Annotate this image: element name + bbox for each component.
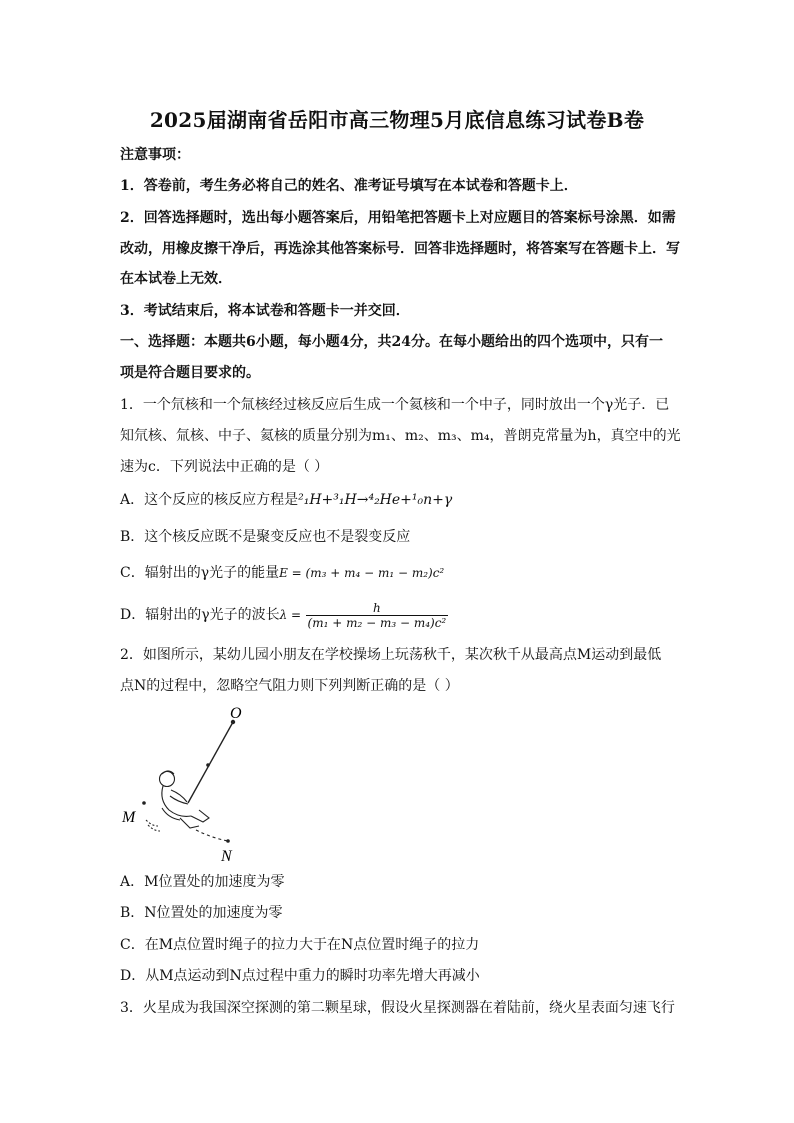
notice-item-2-end: 在本试卷上无效． xyxy=(120,271,232,287)
notice-heading: 注意事项： xyxy=(120,147,190,163)
q1-option-a-equation: ²₁H+³₁H→⁴₂He+¹₀n+γ xyxy=(298,492,453,508)
q2-option-d[interactable]: D．从M点运动到N点过程中重力的瞬时功率先增大再减小 xyxy=(120,968,480,984)
label-o: O xyxy=(230,705,242,722)
notice-item-2-cont: 改动，用橡皮擦干净后，再选涂其他答案标号．回答非选择题时，将答案写在答题卡上．写 xyxy=(120,241,680,257)
section1-heading-cont: 项是符合题目要求的。 xyxy=(120,365,260,381)
q2-option-a[interactable]: A．M位置处的加速度为零 xyxy=(120,874,285,890)
section1-heading: 一、选择题：本题共6小题，每小题4分，共24分。在每小题给出的四个选项中，只有一 xyxy=(120,334,663,350)
q2-stem-line2: 点N的过程中，忽略空气阻力则下列判断正确的是（ ） xyxy=(120,678,459,694)
exam-title: 2025届湖南省岳阳市高三物理5月底信息练习试卷B卷 xyxy=(149,108,645,132)
q1-option-d-text: D．辐射出的γ光子的波长 xyxy=(120,607,280,623)
label-n: N xyxy=(221,848,232,865)
q1-stem-line1: 1．一个氘核和一个氚核经过核反应后生成一个氦核和一个中子，同时放出一个γ光子．已 xyxy=(120,397,670,413)
q1-option-d-denominator: (m₁ + m₂ − m₃ − m₄)c² xyxy=(307,615,447,630)
swing-figure xyxy=(110,700,270,870)
swing-rope xyxy=(188,722,233,803)
swing-arc xyxy=(196,830,228,841)
q2-option-b[interactable]: B．N位置处的加速度为零 xyxy=(120,905,283,921)
notice-item-1: 1．答卷前，考生务必将自己的姓名、准考证号填写在本试卷和答题卡上． xyxy=(120,178,578,194)
q1-option-b[interactable]: B．这个核反应既不是聚变反应也不是裂变反应 xyxy=(120,529,411,545)
q3-stem-line1: 3．火星成为我国深空探测的第二颗星球，假设火星探测器在着陆前，绕火星表面匀速飞行 xyxy=(120,1000,675,1016)
q1-stem-line3: 速为c．下列说法中正确的是（ ） xyxy=(120,459,329,475)
q1-option-d-numerator: h xyxy=(306,601,449,616)
q1-option-d-lambda: λ = xyxy=(279,608,302,622)
q1-stem-line2: 知氘核、氚核、中子、氦核的质量分别为m₁、m₂、m₃、m₄，普朗克常量为h，真空中的光 xyxy=(120,428,681,444)
rope-knot xyxy=(206,763,210,767)
q2-stem-line1: 2．如图所示，某幼儿园小朋友在学校操场上玩荡秋千，某次秋千从最高点M运动到最低 xyxy=(120,647,662,663)
q1-option-a[interactable] xyxy=(120,491,680,509)
notice-item-3: 3．考试结束后，将本试卷和答题卡一并交回． xyxy=(120,303,410,319)
q1-option-c[interactable] xyxy=(120,564,680,582)
q1-option-d-fraction xyxy=(306,601,449,630)
child-on-swing xyxy=(146,771,209,831)
notice-item-2: 2．回答选择题时，选出每小题答案后，用铅笔把答题卡上对应题目的答案标号涂黑．如需 xyxy=(120,210,676,226)
q2-option-c[interactable]: C．在M点位置时绳子的拉力大于在N点位置时绳子的拉力 xyxy=(120,937,480,953)
q1-option-c-equation: E = (m₃ + m₄ − m₁ − m₂)c² xyxy=(279,566,445,580)
q1-option-a-text: A．这个反应的核反应方程是 xyxy=(120,492,299,508)
point-m xyxy=(142,801,146,805)
q1-option-d[interactable] xyxy=(120,600,680,630)
q1-option-c-text: C．辐射出的γ光子的能量 xyxy=(120,565,280,581)
label-m: M xyxy=(122,809,136,826)
